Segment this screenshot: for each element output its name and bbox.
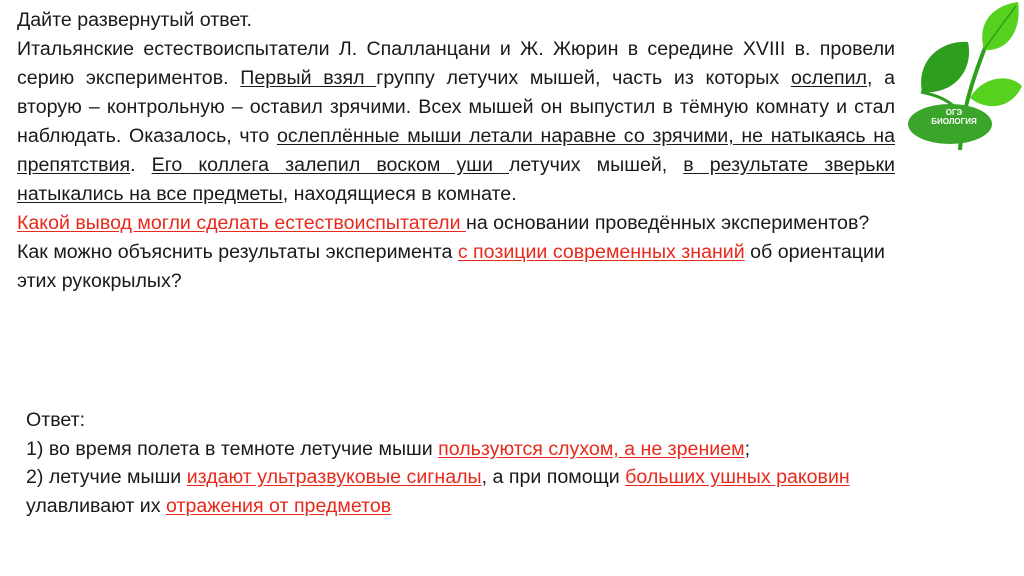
text-fragment: группу летучих мышей, часть из которых: [376, 67, 791, 89]
text-fragment: , находящиеся в комнате.: [282, 183, 517, 205]
underlined-fragment: Его коллега залепил воском уши: [151, 154, 509, 176]
underlined-fragment: ослепил: [790, 67, 867, 89]
answer-item-1: [26, 435, 926, 464]
underlined-fragment: Первый взял: [240, 67, 377, 89]
question-2: [17, 238, 895, 296]
question-1: [17, 209, 895, 238]
logo-line-2: БИОЛОГИЯ: [931, 117, 977, 126]
question-block: [17, 6, 895, 296]
text-fragment: летучих мышей,: [508, 154, 684, 176]
highlighted-fragment: с позиции современных знаний: [457, 241, 745, 263]
text-fragment: на основании проведённых экспериментов?: [466, 212, 870, 234]
plant-logo-icon: [896, 0, 1024, 160]
text-fragment: ;: [744, 437, 751, 460]
answer-block: [26, 406, 926, 520]
question-heading: Дайте развернутый ответ.: [17, 9, 252, 31]
text-fragment: об ориентации этих рукокрылых?: [17, 241, 885, 292]
answer-item-2: [26, 463, 926, 520]
highlighted-fragment: отражения от предметов: [166, 494, 392, 517]
text-fragment: 1) во время полета в темноте летучие мыши: [26, 437, 439, 460]
logo-label: [906, 108, 1002, 126]
underlined-fragment: ослеплённые мыши летали наравне со зрячими, не натыкаясь на препятствия: [17, 125, 895, 176]
highlighted-fragment: пользуются слухом, а не зрением: [438, 437, 745, 460]
text-fragment: , а вторую – контрольную – оставил зрячими. Всех мышей он выпустил в тёмную комнату и стал наблюдать. Оказалось, что: [17, 67, 895, 147]
text-fragment: 2) летучие мыши: [26, 466, 187, 488]
experiment-description: [17, 35, 895, 209]
text-fragment: улавливают их: [26, 494, 166, 517]
highlighted-fragment: больших ушных раковин: [625, 466, 850, 488]
text-fragment: Как можно объяснить результаты эксперимента: [17, 241, 458, 263]
text-fragment: , а при помощи: [481, 466, 626, 488]
underlined-fragment: в результате зверьки натыкались на все предметы: [17, 154, 895, 205]
text-fragment: .: [130, 154, 152, 176]
highlighted-fragment: издают ультразвуковые сигналы: [186, 466, 482, 488]
text-fragment: Итальянские естествоиспытатели Л. Спалланцани и Ж. Жюрин в середине XVIII в. провели серию экспериментов.: [17, 38, 895, 89]
highlighted-fragment: Какой вывод могли сделать естествоиспытатели: [17, 212, 466, 234]
logo-line-1: ОГЭ: [945, 108, 963, 117]
answer-label: Ответ:: [26, 409, 86, 431]
